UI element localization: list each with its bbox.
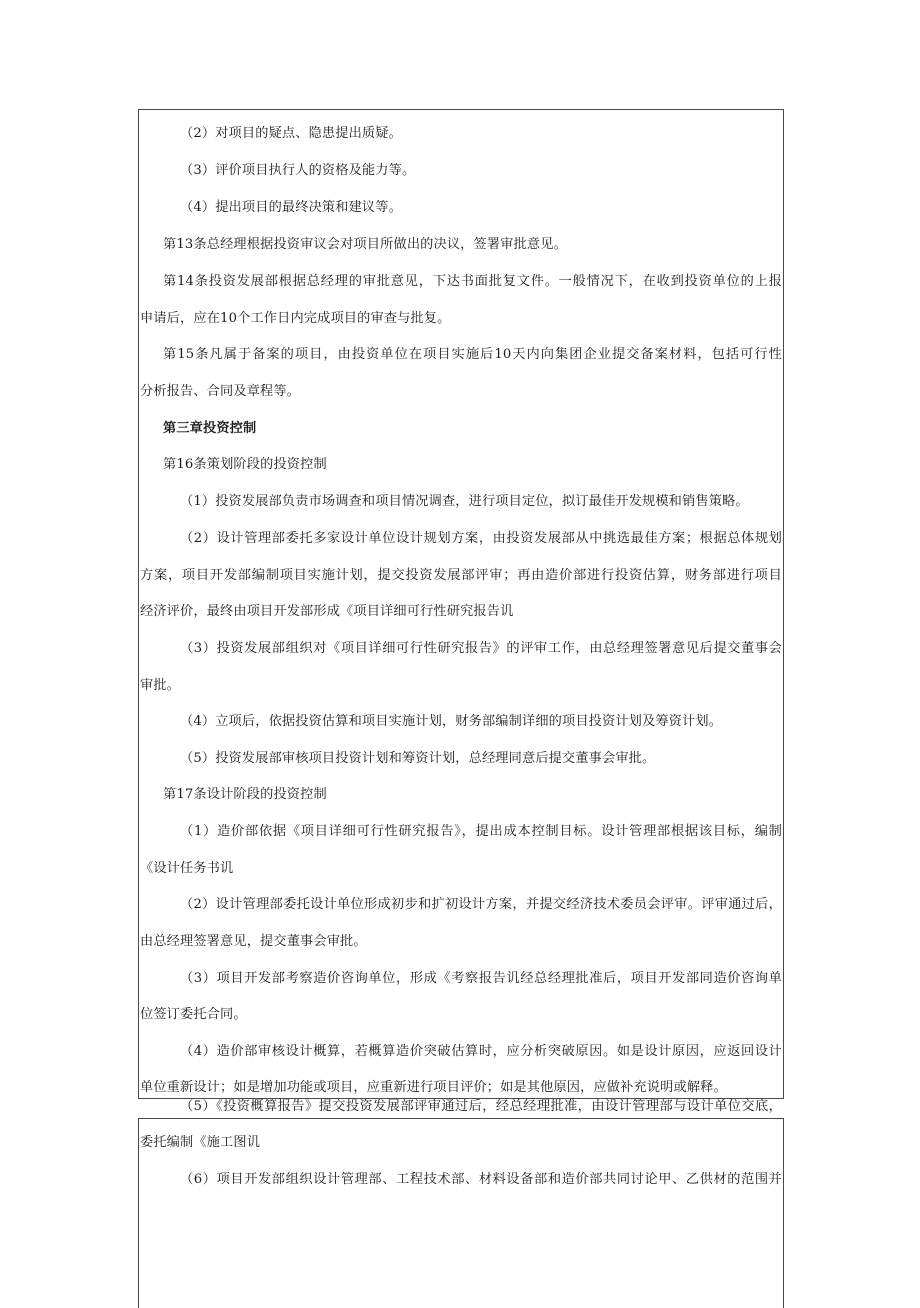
text-line: 方案，项目开发部编制项目实施计划，提交投资发展部评审；再由造价部进行投资估算，财务部进行项目 xyxy=(140,568,782,583)
text-line: 委托编制《施工图讥 xyxy=(140,1135,261,1150)
text-line: 分析报告、合同及章程等。 xyxy=(140,384,301,399)
text-line: （4）立项后，依据投资估算和项目实施计划，财务部编制详细的项目投资计划及筹资计划。 xyxy=(180,714,723,729)
text-line: 经济评价，最终由项目开发部形成《项目详细可行性研究报告讥 xyxy=(140,604,514,619)
text-line: （2）对项目的疑点、隐患提出质疑。 xyxy=(180,126,402,141)
text-line: （1）投资发展部负责市场调查和项目情况调查，进行项目定位，拟订最佳开发规模和销售策略。 xyxy=(180,494,749,509)
section-heading: 第16条策划阶段的投资控制 xyxy=(163,457,327,472)
text-line: 单位重新设计；如是增加功能或项目，应重新进行项目评价；如是其他原因，应做补充说明或解释。 xyxy=(140,1080,727,1095)
text-line: （5）《投资概算报告》提交投资发展部评审通过后，经总经理批准，由设计管理部与设计单位交底， xyxy=(180,1099,782,1114)
text-line: （4）提出项目的最终决策和建议等。 xyxy=(180,200,402,215)
text-line: 第13条总经理根据投资审议会对项目所做出的决议，签署审批意见。 xyxy=(163,237,567,252)
text-line: （4）造价部审核设计概算，若概算造价突破估算时，应分析突破原因。如是设计原因，应返回设计 xyxy=(180,1044,782,1059)
text-line: 第15条凡属于备案的项目，由投资单位在项目实施后10天内向集团企业提交备案材料，包括可行性 xyxy=(163,347,782,362)
text-line: 《设计任务书讥 xyxy=(140,861,234,876)
chapter-heading: 第三章投资控制 xyxy=(163,421,257,436)
text-line: （3）评价项目执行人的资格及能力等。 xyxy=(180,163,416,178)
text-line: （2）设计管理部委托设计单位形成初步和扩初设计方案，并提交经济技术委员会评审。评审通过后， xyxy=(180,897,782,912)
text-line: 第14条投资发展部根据总经理的审批意见，下达书面批复文件。一般情况下，在收到投资单位的上报 xyxy=(163,274,782,289)
text-line: 申请后，应在10个工作日内完成项目的审查与批复。 xyxy=(140,311,451,326)
text-line: 审批。 xyxy=(140,678,181,693)
text-line: 位签订委托合同。 xyxy=(140,1007,247,1022)
text-line: （2）设计管理部委托多家设计单位设计规划方案，由投资发展部从中挑选最佳方案；根据总体规划 xyxy=(180,531,782,546)
text-line: （5）投资发展部审核项目投资计划和筹资计划，总经理同意后提交董事会审批。 xyxy=(180,751,656,766)
text-line: （3）投资发展部组织对《项目详细可行性研究报告》的评审工作，由总经理签署意见后提交董事会 xyxy=(180,641,782,656)
text-line: （3）项目开发部考察造价咨询单位，形成《考察报告讥经总经理批准后，项目开发部同造价咨询单 xyxy=(180,971,782,986)
section-heading: 第17条设计阶段的投资控制 xyxy=(163,787,327,802)
text-line: （1）造价部依据《项目详细可行性研究报告》，提出成本控制目标。设计管理部根据该目标，编制 xyxy=(180,824,782,839)
text-line: （6）项目开发部组织设计管理部、工程技术部、材料设备部和造价部共同讨论甲、乙供材的范围并 xyxy=(180,1172,782,1187)
text-line: 由总经理签署意见，提交董事会审批。 xyxy=(140,934,367,949)
